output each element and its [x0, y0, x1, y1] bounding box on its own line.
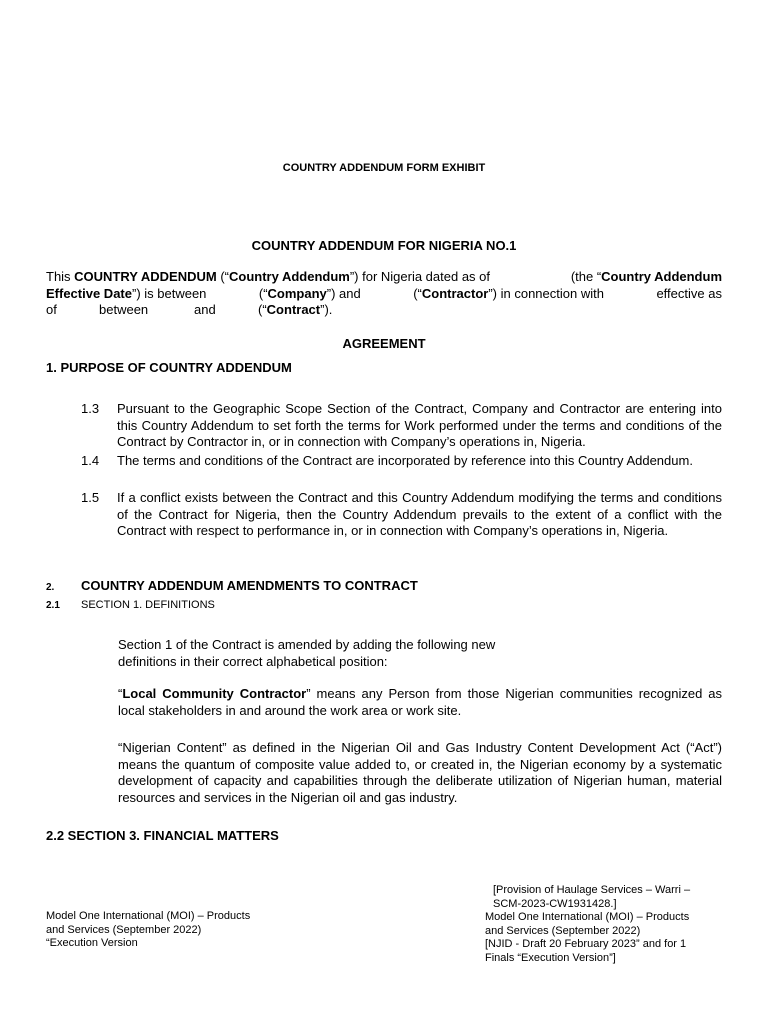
intro-line-3: of between and (“Contract”).	[46, 302, 333, 317]
clause-1-3	[81, 401, 722, 451]
clause-1-5	[81, 490, 722, 540]
section-2-1-heading: 2.1 SECTION 1. DEFINITIONS	[46, 599, 215, 611]
definitions-intro: Section 1 of the Contract is amended by adding the following new definitions in their correct alphabetical position:	[118, 637, 496, 669]
clause-text: Pursuant to the Geographic Scope Section of the Contract, Company and Contractor are entering into this Country Addendum to set forth the terms for Work performed under the terms and conditions of the Contract by Contractor in, or in connection with Company’s operations in, Nigeria.	[117, 401, 722, 449]
exhibit-title: COUNTRY ADDENDUM FORM EXHIBIT	[282, 162, 486, 174]
footer-right: [Provision of Haulage Services – Warri – SCM-2023-CW1931428.] Model One International (MOI) – Products and Services (September 2022) [NJID - Draft 20 February 2023” and for 1 Finals “Execution Version”]	[485, 884, 691, 964]
clause-1-4	[81, 453, 722, 470]
intro-paragraph	[46, 269, 722, 319]
definition-nigerian-content: “Nigerian Content” as defined in the Nigerian Oil and Gas Industry Content Development Act (“Act”) means the quantum of composite value added to, or created in, the Nigerian economy by a systematic development of capacity and capabilities through the deliberate utilization of Nigerian human, material resources and services in the Nigerian oil and gas industry.	[118, 740, 722, 805]
clause-number: 1.4	[81, 453, 100, 468]
definition-local-community-contractor: “Local Community Contractor” means any Person from those Nigerian communities recognized as local stakeholders in and around the work area or work site.	[118, 686, 723, 718]
intro-line-1: This COUNTRY ADDENDUM (“Country Addendum”) for Nigeria dated as of (the “Country Addendum	[46, 269, 722, 284]
footer-left: Model One International (MOI) – Products and Services (September 2022) “Execution Version	[46, 910, 251, 949]
document-title: COUNTRY ADDENDUM FOR NIGERIA NO.1	[251, 238, 517, 253]
clause-number: 1.3	[81, 401, 100, 416]
clause-text: The terms and conditions of the Contract are incorporated by reference into this Country Addendum.	[117, 453, 693, 468]
section-2-heading: 2. COUNTRY ADDENDUM AMENDMENTS TO CONTRACT	[46, 578, 418, 593]
section-2-2-heading: 2.2 SECTION 3. FINANCIAL MATTERS	[46, 828, 279, 843]
section-1-heading: 1. PURPOSE OF COUNTRY ADDENDUM	[46, 360, 292, 375]
clause-text: If a conflict exists between the Contract and this Country Addendum modifying the terms and conditions of the Contract for Nigeria, then the Country Addendum prevails to the extent of a conflict with the Contract with respect to performance in, or in connection with Company’s operations in, Nigeria.	[117, 490, 722, 538]
agreement-heading: AGREEMENT	[342, 336, 426, 351]
clause-number: 1.5	[81, 490, 100, 505]
intro-line-2: Effective Date”) is between (“Company”) and (“Contractor”) in connection with effective as	[46, 285, 722, 301]
